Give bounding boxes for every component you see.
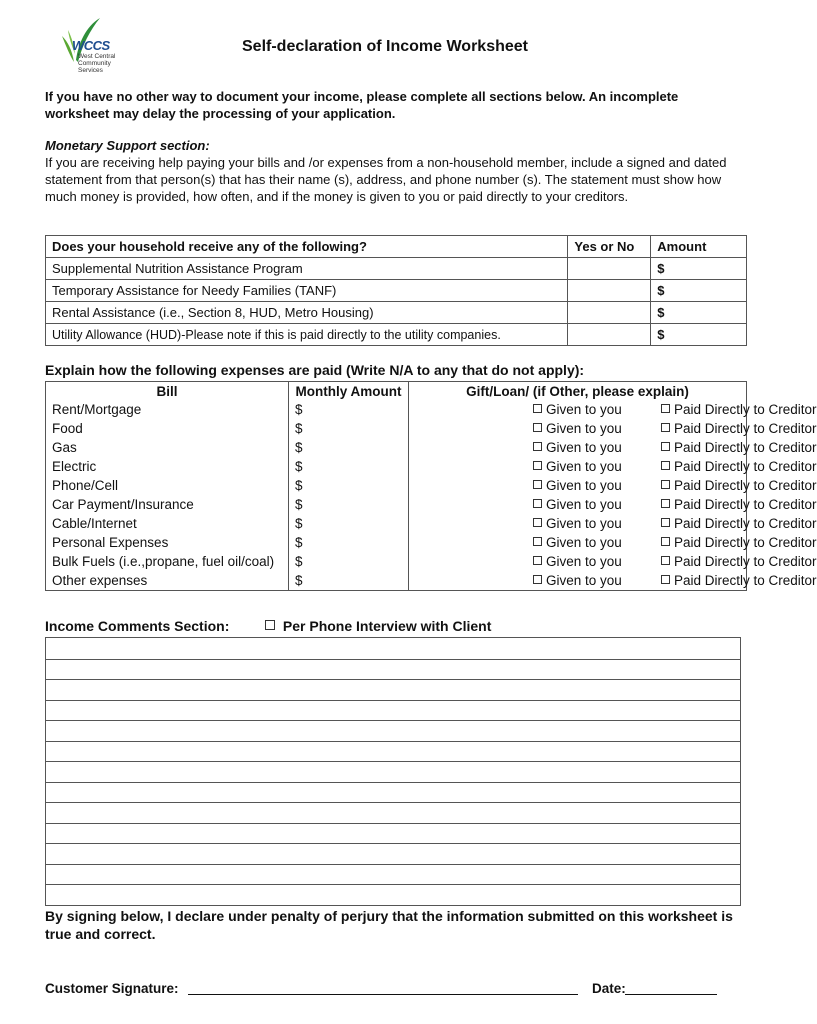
amount-field[interactable]: $: [651, 324, 747, 346]
assistance-label: Utility Allowance (HUD)-Please note if this is paid directly to the utility companies.: [46, 324, 568, 346]
table-row: [46, 552, 747, 571]
paid-to-creditor-label: Paid Directly to Creditor: [674, 535, 817, 550]
assistance-label: Rental Assistance (i.e., Section 8, HUD, Metro Housing): [46, 302, 568, 324]
monthly-amount-field[interactable]: $: [289, 476, 409, 495]
checkbox[interactable]: [661, 575, 670, 584]
bill-label: Bulk Fuels (i.e.,propane, fuel oil/coal): [46, 552, 289, 571]
given-to-you-label: Given to you: [546, 516, 622, 531]
comment-line[interactable]: [46, 761, 740, 762]
checkbox[interactable]: [661, 556, 670, 565]
declaration-text: By signing below, I declare under penalty of perjury that the information submitted on this worksheet is true and correct.: [45, 908, 733, 942]
comment-line[interactable]: [46, 741, 740, 742]
checkbox[interactable]: [533, 537, 542, 546]
comment-line[interactable]: [46, 823, 740, 824]
checkbox[interactable]: [661, 442, 670, 451]
comment-line[interactable]: [46, 679, 740, 680]
table-row: [46, 438, 747, 457]
monthly-amount-field[interactable]: $: [289, 419, 409, 438]
table-row: [46, 514, 747, 533]
given-to-you-label: Given to you: [546, 421, 622, 436]
monthly-amount-field[interactable]: $: [289, 457, 409, 476]
paid-to-creditor-label: Paid Directly to Creditor: [674, 497, 817, 512]
checkbox[interactable]: [533, 423, 542, 432]
checkbox[interactable]: [661, 537, 670, 546]
gift-loan-cell: [409, 400, 817, 419]
gift-loan-cell: [409, 476, 817, 495]
monthly-amount-field[interactable]: $: [289, 552, 409, 571]
table-header-row: [46, 382, 747, 401]
expense-table: [45, 381, 817, 591]
assistance-label: Temporary Assistance for Needy Families (TANF): [46, 280, 568, 302]
paid-to-creditor-option[interactable]: [661, 573, 817, 588]
signature-field[interactable]: [188, 994, 578, 995]
table-header-row: [46, 236, 747, 258]
amount-header: Amount: [651, 236, 747, 258]
checkbox[interactable]: [661, 499, 670, 508]
gift-loan-cell: [409, 457, 817, 476]
gift-loan-header: Gift/Loan/ (if Other, please explain): [409, 382, 747, 401]
table-row: [46, 571, 747, 591]
paid-to-creditor-option[interactable]: [661, 478, 817, 493]
given-to-you-option[interactable]: [533, 516, 622, 531]
monthly-amount-header: Monthly Amount: [289, 382, 409, 401]
comments-box[interactable]: [45, 637, 741, 906]
paid-to-creditor-option[interactable]: [661, 421, 817, 436]
bill-label: Phone/Cell: [46, 476, 289, 495]
paid-to-creditor-label: Paid Directly to Creditor: [674, 573, 817, 588]
checkbox[interactable]: [661, 423, 670, 432]
bill-label: Personal Expenses: [46, 533, 289, 552]
comment-line[interactable]: [46, 720, 740, 721]
monthly-amount-field[interactable]: $: [289, 400, 409, 419]
checkbox[interactable]: [661, 518, 670, 527]
paid-to-creditor-label: Paid Directly to Creditor: [674, 478, 817, 493]
given-to-you-option[interactable]: [533, 421, 622, 436]
phone-interview-option[interactable]: [265, 618, 491, 634]
amount-field[interactable]: $: [651, 302, 747, 324]
monthly-amount-field[interactable]: $: [289, 571, 409, 591]
checkbox[interactable]: [265, 620, 275, 630]
paid-to-creditor-option[interactable]: [661, 497, 817, 512]
given-to-you-option[interactable]: [533, 459, 622, 474]
comment-line[interactable]: [46, 843, 740, 844]
date-label: Date:: [592, 981, 626, 996]
given-to-you-option[interactable]: [533, 478, 622, 493]
gift-loan-cell: [409, 571, 817, 591]
yes-no-field[interactable]: [568, 258, 651, 280]
given-to-you-label: Given to you: [546, 478, 622, 493]
phone-interview-label: Per Phone Interview with Client: [282, 618, 492, 634]
given-to-you-label: Given to you: [546, 573, 622, 588]
given-to-you-label: Given to you: [546, 554, 622, 569]
paid-to-creditor-option[interactable]: [661, 535, 817, 550]
paid-to-creditor-option[interactable]: [661, 554, 817, 569]
expenses-heading: Explain how the following expenses are paid (Write N/A to any that do not apply):: [45, 362, 585, 378]
assistance-table: [45, 235, 747, 346]
logo-wordmark: WCCS: [72, 38, 110, 53]
monthly-amount-field[interactable]: $: [289, 533, 409, 552]
table-row: [46, 302, 747, 324]
given-to-you-label: Given to you: [546, 535, 622, 550]
checkbox[interactable]: [533, 499, 542, 508]
given-to-you-option[interactable]: [533, 497, 622, 512]
comment-line[interactable]: [46, 700, 740, 701]
table-row: [46, 400, 747, 419]
logo-subtitle: West Central Community Services: [78, 53, 116, 74]
given-to-you-label: Given to you: [546, 459, 622, 474]
monetary-support-heading: Monetary Support section:: [45, 138, 210, 153]
table-row: [46, 495, 747, 514]
checkbox[interactable]: [533, 404, 542, 413]
paid-to-creditor-option[interactable]: [661, 402, 817, 417]
paid-to-creditor-label: Paid Directly to Creditor: [674, 402, 817, 417]
checkbox[interactable]: [661, 404, 670, 413]
intro-text: If you have no other way to document your income, please complete all sections below. An incomplete worksheet may delay the processing of your application.: [45, 89, 679, 121]
yes-no-field[interactable]: [568, 324, 651, 346]
bill-label: Car Payment/Insurance: [46, 495, 289, 514]
checkbox[interactable]: [533, 518, 542, 527]
comment-line[interactable]: [46, 864, 740, 865]
monthly-amount-field[interactable]: $: [289, 514, 409, 533]
given-to-you-label: Given to you: [546, 402, 622, 417]
given-to-you-label: Given to you: [546, 497, 622, 512]
checkbox[interactable]: [533, 480, 542, 489]
comment-line[interactable]: [46, 884, 740, 885]
amount-field[interactable]: $: [651, 280, 747, 302]
comment-line[interactable]: [46, 802, 740, 803]
customer-signature-label: Customer Signature:: [45, 981, 179, 996]
given-to-you-option[interactable]: [533, 573, 622, 588]
monthly-amount-field[interactable]: $: [289, 438, 409, 457]
given-to-you-option[interactable]: [533, 440, 622, 455]
gift-loan-cell: [409, 419, 817, 438]
table-row: [46, 280, 747, 302]
yes-no-field[interactable]: [568, 302, 651, 324]
paid-to-creditor-option[interactable]: [661, 459, 817, 474]
paid-to-creditor-label: Paid Directly to Creditor: [674, 554, 817, 569]
given-to-you-option[interactable]: [533, 402, 622, 417]
given-to-you-option[interactable]: [533, 554, 622, 569]
table-row: [46, 258, 747, 280]
checkbox[interactable]: [533, 442, 542, 451]
page-title: Self-declaration of Income Worksheet: [242, 38, 528, 55]
paid-to-creditor-option[interactable]: [661, 516, 817, 531]
paid-to-creditor-label: Paid Directly to Creditor: [674, 440, 817, 455]
gift-loan-cell: [409, 495, 817, 514]
paid-to-creditor-label: Paid Directly to Creditor: [674, 459, 817, 474]
gift-loan-cell: [409, 514, 817, 533]
paid-to-creditor-option[interactable]: [661, 440, 817, 455]
checkbox[interactable]: [661, 461, 670, 470]
table-row: [46, 476, 747, 495]
bill-header: Bill: [46, 382, 289, 401]
assistance-label: Supplemental Nutrition Assistance Program: [46, 258, 568, 280]
date-field[interactable]: [625, 994, 717, 995]
bill-label: Electric: [46, 457, 289, 476]
gift-loan-cell: [409, 438, 817, 457]
table-row: [46, 457, 747, 476]
table-row: [46, 324, 747, 346]
question-header: Does your household receive any of the following?: [46, 236, 568, 258]
comment-line[interactable]: [46, 782, 740, 783]
bill-label: Gas: [46, 438, 289, 457]
income-comments-heading: Income Comments Section:: [45, 618, 230, 634]
yes-no-header: Yes or No: [568, 236, 651, 258]
table-row: [46, 533, 747, 552]
monetary-support-text: If you are receiving help paying your bills and /or expenses from a non-household member, include a signed and dated statement from that person(s) that has their name (s), address, and phone number (s). The statement must show how much money is provided, how often, and if the money is given to you or paid directly to your creditors.: [45, 155, 727, 204]
gift-loan-cell: [409, 552, 817, 571]
yes-no-field[interactable]: [568, 280, 651, 302]
bill-label: Other expenses: [46, 571, 289, 591]
given-to-you-label: Given to you: [546, 440, 622, 455]
gift-loan-cell: [409, 533, 817, 552]
checkbox[interactable]: [533, 556, 542, 565]
checkbox[interactable]: [533, 575, 542, 584]
checkbox[interactable]: [661, 480, 670, 489]
table-row: [46, 419, 747, 438]
bill-label: Rent/Mortgage: [46, 400, 289, 419]
amount-field[interactable]: $: [651, 258, 747, 280]
checkbox[interactable]: [533, 461, 542, 470]
bill-label: Cable/Internet: [46, 514, 289, 533]
comment-line[interactable]: [46, 659, 740, 660]
monthly-amount-field[interactable]: $: [289, 495, 409, 514]
paid-to-creditor-label: Paid Directly to Creditor: [674, 421, 817, 436]
given-to-you-option[interactable]: [533, 535, 622, 550]
paid-to-creditor-label: Paid Directly to Creditor: [674, 516, 817, 531]
bill-label: Food: [46, 419, 289, 438]
